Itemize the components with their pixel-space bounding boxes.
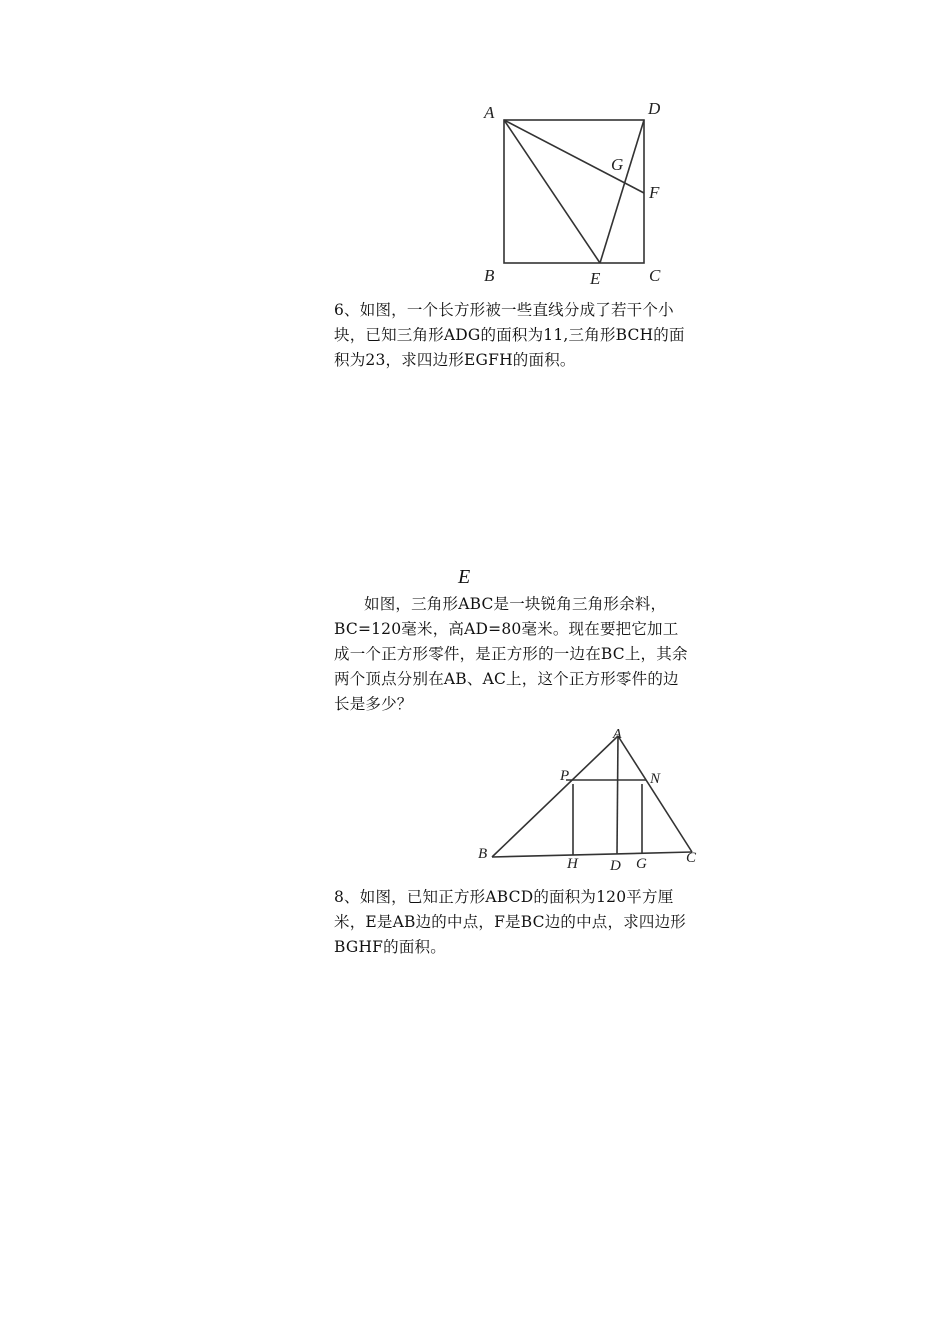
- label-c: C: [649, 266, 661, 285]
- side-bc: [492, 852, 692, 857]
- label-b2: B: [478, 846, 488, 862]
- label-e: E: [590, 269, 601, 288]
- figure-triangle-diagram: [470, 722, 710, 882]
- label-b: B: [484, 266, 495, 285]
- label-a: A: [484, 103, 495, 122]
- segment-ae: [504, 120, 600, 263]
- side-ac: [618, 736, 692, 852]
- square-abcd: [504, 120, 644, 263]
- problem-7-text: 如图，三角形ABC是一块锐角三角形余料，BC=120毫米，高AD=80毫米。现在要把它加工成一个正方形零件，是正方形的一边在BC上，其余两个顶点分别在AB、AC上，这个正方形零件的边长是多少？: [334, 595, 688, 713]
- segment-ed: [600, 120, 644, 263]
- label-f: F: [649, 183, 660, 202]
- side-ab: [492, 736, 618, 857]
- label-g2: G: [636, 856, 647, 872]
- figure-square-diagram: [470, 90, 680, 295]
- label-d: D: [648, 99, 661, 118]
- problem-6-text: 6、如图，一个长方形被一些直线分成了若干个小块，已知三角形ADG的面积为11,三角形BCH的面积为23，求四边形EGFH的面积。: [334, 301, 685, 369]
- label-n: N: [650, 771, 661, 787]
- stray-label-e: E: [458, 566, 471, 588]
- altitude-ad: [617, 736, 618, 854]
- label-c2: C: [686, 850, 697, 866]
- label-g: G: [611, 155, 624, 174]
- label-a2: A: [613, 727, 622, 742]
- problem-8-text: 8、如图，已知正方形ABCD的面积为120平方厘米，E是AB边的中点，F是BC边的中点，求四边形BGHF的面积。: [334, 888, 686, 956]
- label-p: P: [560, 768, 570, 784]
- label-h: H: [567, 856, 578, 872]
- label-d2: D: [610, 858, 621, 874]
